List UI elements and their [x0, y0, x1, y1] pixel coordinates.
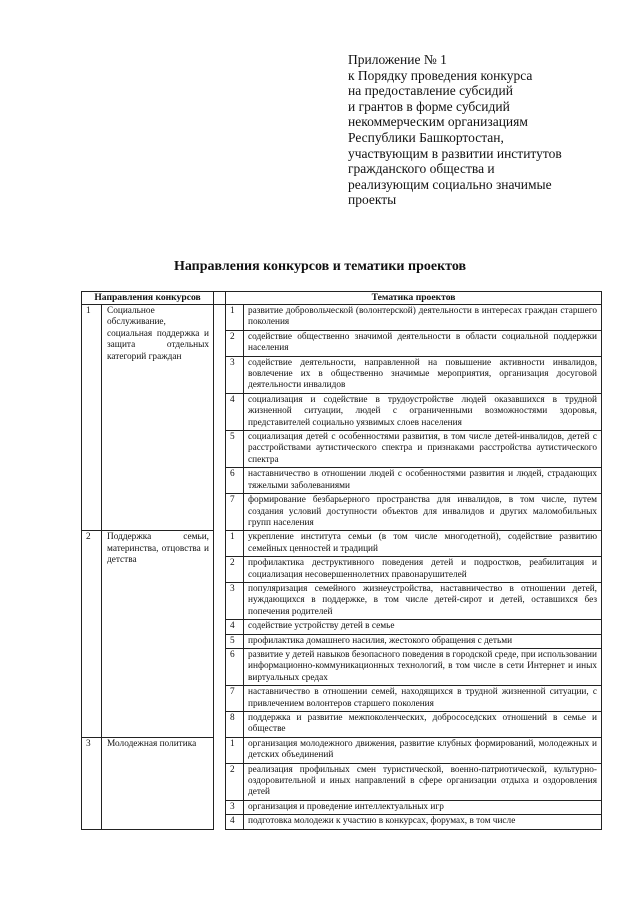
direction-number: 3 — [82, 737, 102, 829]
topic-number: 3 — [226, 582, 244, 619]
appendix-line: проекты — [348, 192, 397, 208]
topic-number: 1 — [226, 737, 244, 763]
topic-text: укрепление института семьи (в том числе многодетной), содействие развитию семейных ценностей и традиций — [244, 531, 602, 557]
topic-number: 7 — [226, 686, 244, 712]
topic-number: 1 — [226, 305, 244, 331]
topic-text: организация и проведение интеллектуальных игр — [244, 800, 602, 814]
topic-text: развитие добровольческой (волонтерской) деятельности в интересах граждан старшего поколения — [244, 305, 602, 331]
direction-name: Поддержка семьи, материнства, отцовства и детства — [102, 531, 214, 738]
table-row — [82, 531, 602, 557]
appendix-note — [348, 52, 618, 208]
topic-text: содействие деятельности, направленной на повышение активности инвалидов, вовлечение их в общественно значимые мероприятия, организация досуговой деятельности инвалидов — [244, 356, 602, 393]
topic-text: социализация детей с особенностями развития, в том числе детей-инвалидов, детей с расстройствами аутистического спектра и признаками расстройства аутистического спектра — [244, 431, 602, 468]
topic-number: 8 — [226, 712, 244, 738]
topic-number: 4 — [226, 620, 244, 634]
appendix-line: Республики Башкортостан, — [348, 129, 504, 145]
topic-number: 6 — [226, 648, 244, 685]
topic-text: поддержка и развитие межпоколенческих, добрососедских отношений в семье и обществе — [244, 712, 602, 738]
topic-number: 7 — [226, 494, 244, 531]
header-topics: Тематика проектов — [226, 292, 602, 305]
table-row — [82, 737, 602, 763]
topics-table — [81, 291, 602, 830]
appendix-line: на предоставление субсидий — [348, 83, 513, 99]
appendix-line: и грантов в форме субсидий — [348, 98, 510, 114]
topic-text: наставничество в отношении людей с особенностями развития и людей, страдающих тяжелыми заболеваниями — [244, 468, 602, 494]
direction-name: Молодежная политика — [102, 737, 214, 829]
topic-text: развитие у детей навыков безопасного поведения в городской среде, при использовании информационно-коммуникационных технологий, в том числе в сети Интернет и иных виртуальных средах — [244, 648, 602, 685]
topic-text: реализация профильных смен туристической, военно-патриотической, культурно-оздоровительной и иных направлений в сфере организации отдыха и оздоровления детей — [244, 763, 602, 800]
topic-number: 3 — [226, 800, 244, 814]
appendix-line: к Порядку проведения конкурса — [348, 67, 533, 83]
topic-number: 1 — [226, 531, 244, 557]
topic-number: 4 — [226, 393, 244, 430]
topic-number: 3 — [226, 356, 244, 393]
topic-text: организация молодежного движения, развитие клубных формирований, молодежных и детских объединений — [244, 737, 602, 763]
direction-number: 2 — [82, 531, 102, 738]
topic-text: наставничество в отношении семей, находящихся в трудной жизненной ситуации, с привлечением волонтеров старшего поколения — [244, 686, 602, 712]
appendix-line: участвующим в развитии институтов — [348, 145, 562, 161]
topic-number: 4 — [226, 815, 244, 829]
topic-text: профилактика домашнего насилия, жестокого обращения с детьми — [244, 634, 602, 648]
topic-text: формирование безбарьерного пространства для инвалидов, в том числе, путем создания условий доступности объектов для инвалидов и других маломобильных групп населения — [244, 494, 602, 531]
appendix-line: реализующим социально значимые — [348, 176, 552, 192]
appendix-line: некоммерческим организациям — [348, 114, 528, 130]
topic-text: социализация и содействие в трудоустройстве людей оказавшихся в трудной жизненной ситуации, людей с ограниченными возможностями здоровья, представителей социально уязвимых слоев населения — [244, 393, 602, 430]
topic-text: подготовка молодежи к участию в конкурсах, форумах, в том числе — [244, 815, 602, 829]
topic-text: профилактика деструктивного поведения детей и подростков, реабилитация и социализация несовершеннолетних правонарушителей — [244, 557, 602, 583]
appendix-line: гражданского общества и — [348, 161, 495, 177]
table-header-row — [82, 292, 602, 305]
direction-number: 1 — [82, 305, 102, 531]
topic-number: 2 — [226, 763, 244, 800]
table-row — [82, 305, 602, 331]
direction-name: Социальное обслуживание, социальная поддержка и защита отдельных категорий граждан — [102, 305, 214, 531]
topic-text: популяризация семейного жизнеустройства, наставничество в отношении детей, нуждающихся в поддержке, в том числе детей-сирот и детей, оставшихся без попечения родителей — [244, 582, 602, 619]
document-title: Направления конкурсов и тематики проектов — [173, 259, 467, 274]
topic-text: содействие устройству детей в семье — [244, 620, 602, 634]
header-directions: Направления конкурсов — [82, 292, 214, 305]
topic-text: содействие общественно значимой деятельности в области социальной поддержки населения — [244, 330, 602, 356]
topic-number: 2 — [226, 330, 244, 356]
topic-number: 5 — [226, 431, 244, 468]
topic-number: 2 — [226, 557, 244, 583]
topic-number: 5 — [226, 634, 244, 648]
appendix-line: Приложение № 1 — [348, 52, 447, 67]
topic-number: 6 — [226, 468, 244, 494]
